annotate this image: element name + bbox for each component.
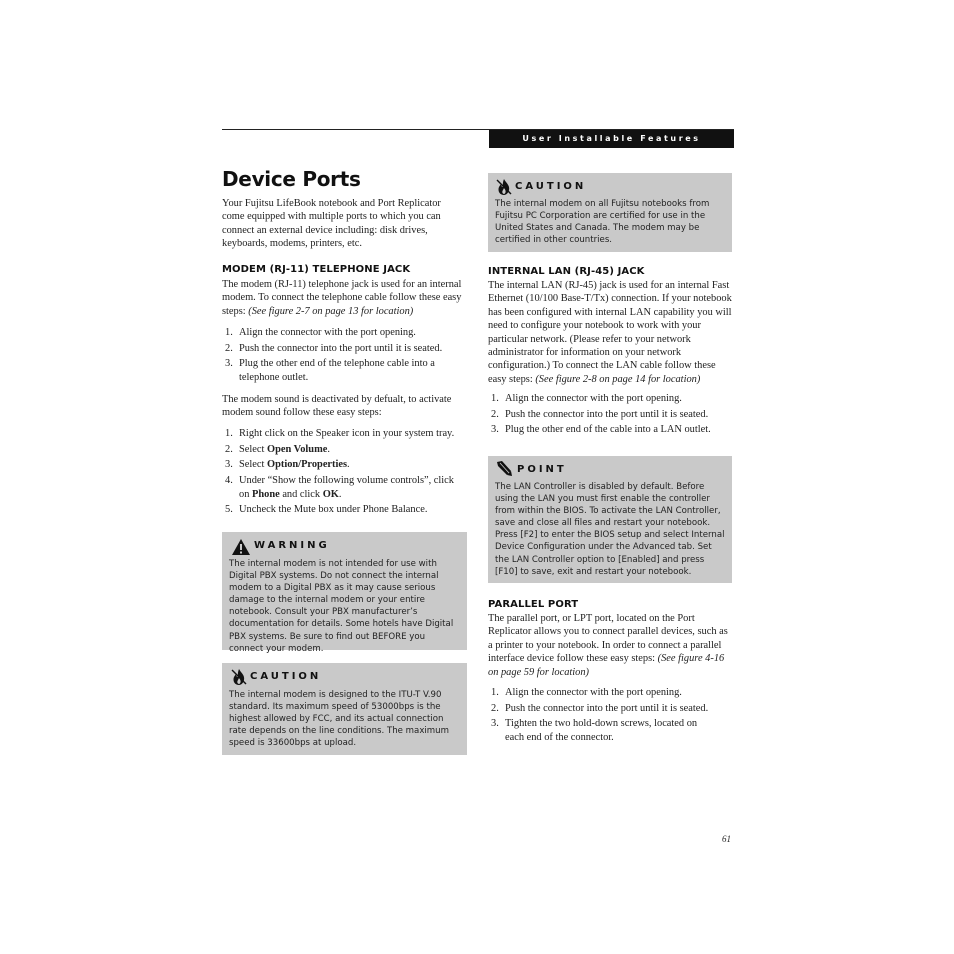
pencil-icon	[495, 460, 513, 478]
section-header: User Installable Features	[489, 130, 734, 148]
parallel-heading: PARALLEL PORT	[488, 599, 579, 610]
list-item: 2. Push the connector into the port until it is seated.	[491, 408, 709, 420]
caution-text: The internal modem is designed to the ITU-T V.90 standard. Its maximum speed of 53000bps is the highest allowed by FCC, and its actual connection rate depends on the line conditions. The maximum speed is 33600bps at upload.	[229, 690, 449, 749]
point-title: POINT	[517, 464, 567, 475]
list-item: 2. Push the connector into the port until it is seated.	[491, 702, 709, 714]
warning-icon	[231, 538, 251, 556]
list-item: 1. Right click on the Speaker icon in your system tray.	[225, 428, 455, 439]
caution-box	[488, 173, 732, 252]
warning-text: The internal modem is not intended for use with Digital PBX systems. Do not connect the internal modem to a Digital PBX as it may cause serious damage to the internal modem or your entire notebook. Consult your PBX manufacturer’s documentation for details. Some hotels have Digital PBX systems. Be sure to find out BEFORE you connect your modem.	[229, 559, 454, 654]
parallel-steps	[488, 686, 728, 747]
lan-heading: INTERNAL LAN (RJ-45) JACK	[488, 266, 645, 277]
flame-icon	[230, 668, 248, 686]
caution-title: CAUTION	[515, 181, 587, 192]
caution-title: CAUTION	[250, 671, 322, 682]
modem-paragraph: The modem (RJ-11) telephone jack is used for an internal modem. To connect the telephone cable follow these easy steps: (See figure 2-7 on page 13 for location)	[222, 279, 462, 317]
parallel-paragraph: The parallel port, or LPT port, located on the Port Replicator allows you to connect parallel devices, such as a printer to your notebook. In order to connect a parallel interface device follow these easy steps: (See figure 4-16 on page 59 for location)	[488, 613, 728, 678]
list-item: 3. Select Option/Properties.	[225, 459, 350, 471]
list-item: 5. Uncheck the Mute box under Phone Balance.	[225, 504, 428, 516]
list-item: 1. Align the connector with the port opening.	[225, 327, 416, 338]
list-item: 1. Align the connector with the port opening.	[491, 393, 682, 404]
list-item: 3. Plug the other end of the cable into a LAN outlet.	[491, 424, 711, 436]
flame-icon	[495, 178, 513, 196]
point-box	[488, 456, 732, 583]
list-item: 2. Select Open Volume.	[225, 443, 330, 455]
list-item: 1. Align the connector with the port opening.	[491, 687, 682, 698]
point-text: The LAN Controller is disabled by default. Before using the LAN you must first enable the controller from within the BIOS. To activate the LAN Controller, save and close all files and restart your notebook. Press [F2] to enter the BIOS setup and select Internal Device Configuration under the Advanced tab. Set the LAN Controller option to [Enabled] and press [F10] to save, exit and restart your notebook.	[495, 482, 725, 577]
list-item: 3. Tighten the two hold-down screws, located on each end of the connector.	[491, 718, 698, 743]
lan-steps	[488, 392, 734, 439]
page-title: Device Ports	[222, 167, 361, 191]
warning-box	[222, 532, 467, 654]
list-item: 4. Under “Show the following volume controls”, click on Phone and click OK.	[225, 475, 454, 500]
modem-sound-steps	[222, 427, 467, 519]
modem-sound-paragraph: The modem sound is deactivated by defualt, to activate modem sound follow these easy steps:	[222, 394, 452, 419]
warning-title: WARNING	[254, 540, 330, 551]
page-number: 61	[722, 834, 731, 844]
modem-heading: MODEM (RJ-11) TELEPHONE JACK	[222, 264, 411, 275]
lan-paragraph: The internal LAN (RJ-45) jack is used for an internal Fast Ethernet (10/100 Base-T/Tx) connection. If your notebook has been configured with internal LAN capability you will need to configure your notebook to work with your particular network. (Please refer to your network administrator for information on your network configuration.) To connect the LAN cable follow these easy steps: (See figure 2-8 on page 14 for location)	[488, 280, 732, 385]
caution-text: The internal modem on all Fujitsu notebooks from Fujitsu PC Corporation are certified for use in the United States and Canada. The modem may be certified in other countries.	[495, 199, 710, 246]
list-item: 3. Plug the other end of the telephone cable into a telephone outlet.	[225, 358, 435, 383]
modem-steps	[222, 326, 462, 387]
caution-box	[222, 663, 467, 755]
list-item: 2. Push the connector into the port until it is seated.	[225, 342, 443, 354]
intro-paragraph: Your Fujitsu LifeBook notebook and Port Replicator come equipped with multiple ports to which you can connect an external device including: disk drives, keyboards, modems, printers, etc.	[222, 198, 441, 250]
